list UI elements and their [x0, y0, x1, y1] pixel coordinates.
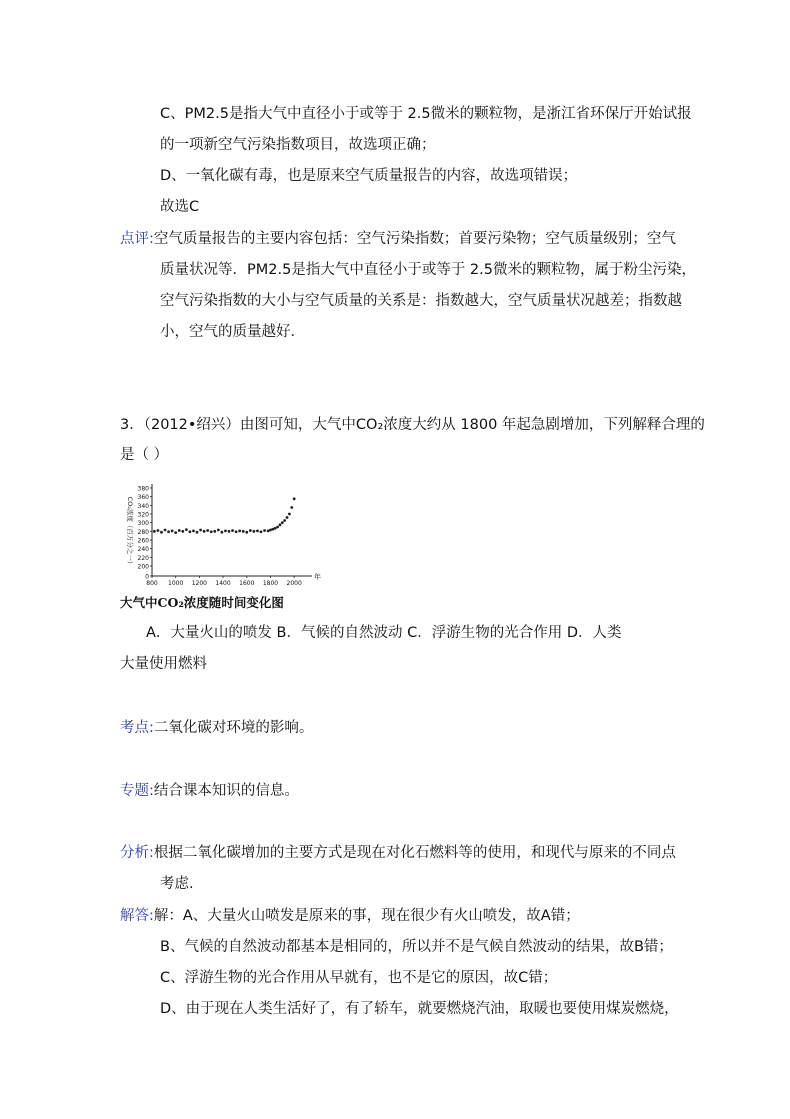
data-point: [290, 506, 293, 509]
y-tick-label: 300: [137, 520, 149, 528]
kaodian-text: 二氧化碳对环境的影响。: [153, 720, 314, 736]
zhuanti-text: 结合课本知识的信息。: [153, 783, 299, 799]
y-tick-label: 220: [137, 554, 149, 562]
data-point: [203, 530, 206, 533]
options-line2: 大量使用燃料: [120, 656, 207, 672]
x-tick-label: 1000: [168, 580, 184, 587]
x-axis-label: 年: [314, 573, 321, 581]
data-point: [167, 530, 170, 533]
y-tick-label: 340: [137, 502, 149, 510]
jieda-line2: B、气候的自然波动都基本是相同的，所以并不是气候自然波动的结果，故B错；: [160, 939, 673, 955]
data-point: [235, 530, 238, 533]
data-point: [260, 530, 263, 533]
data-point: [217, 529, 220, 532]
zhuanti-row: [120, 781, 299, 801]
data-point: [231, 529, 234, 532]
fenxi-label: 分析: [120, 845, 149, 861]
data-point: [228, 530, 231, 533]
analysis-option-c-line2: 的一项新空气污染指数项目，故选项正确；: [160, 137, 436, 153]
question-stem-line1: 3．（2012•绍兴）由图可知，大气中CO₂浓度大约从 1800 年起急剧增加，下列解释合理的: [120, 417, 705, 433]
jieda-line1: 解：A、大量火山喷发是原来的事，现在很少有火山喷发，故A错；: [153, 908, 580, 924]
chart-title: 大气中CO₂浓度随时间变化图: [120, 595, 284, 610]
data-point: [171, 530, 174, 533]
data-point: [224, 530, 227, 533]
y-tick-label: 0: [145, 573, 149, 581]
analysis-option-c-line1: C、PM2.5是指大气中直径小于或等于 2.5微米的颗粒物，是浙江省环保厅开始试报: [160, 106, 692, 122]
x-tick-label: 1200: [191, 580, 208, 587]
comment-line1: 空气质量报告的主要内容包括：空气污染指数；首要污染物；空气质量级别；空气: [153, 231, 676, 247]
jieda-label: 解答: [120, 908, 149, 924]
data-point: [160, 531, 163, 534]
data-point: [174, 531, 177, 534]
data-point: [279, 523, 282, 526]
data-point: [238, 530, 241, 533]
question-stem-line2: 是（ ）: [120, 447, 169, 463]
data-point: [199, 529, 202, 532]
data-point: [288, 513, 291, 516]
y-tick-label: 200: [137, 563, 149, 571]
x-tick-label: 1600: [239, 580, 255, 587]
y-axis-label: CO₂浓度（百万分之一）: [126, 496, 134, 568]
data-point: [249, 529, 252, 532]
co2-chart-svg: [118, 478, 321, 593]
data-point: [274, 527, 277, 530]
label-colon: :: [149, 720, 154, 736]
data-point: [252, 530, 255, 533]
comment-label: 点评: [120, 231, 149, 247]
data-point: [189, 530, 192, 533]
y-tick-label: 320: [137, 511, 149, 519]
fenxi-row: [120, 843, 676, 863]
comment-line3: 空气污染指数的大小与空气质量的关系是：指数越大，空气质量状况越差；指数越: [160, 293, 682, 309]
kaodian-row: [120, 718, 313, 738]
fenxi-line2: 考虑.: [160, 876, 194, 892]
x-tick-label: 2000: [286, 580, 302, 587]
data-point: [220, 531, 223, 534]
options-line1: A．大量火山的喷发 B．气候的自然波动 C．浮游生物的光合作用 D．人类: [146, 625, 622, 641]
data-point: [245, 531, 248, 534]
label-colon: :: [149, 908, 154, 924]
analysis-option-d: D、一氧化碳有毒，也是原来空气质量报告的内容，故选项错误；: [160, 168, 578, 184]
data-point: [196, 531, 199, 534]
data-point: [210, 530, 213, 533]
data-point: [263, 529, 266, 532]
y-tick-label: 240: [137, 546, 149, 554]
jieda-line3: C、浮游生物的光合作用从早就有，也不是它的原因，故C错；: [160, 970, 558, 986]
x-tick-label: 1800: [262, 580, 279, 587]
x-tick-label: 800: [146, 580, 158, 587]
data-point: [157, 529, 160, 532]
data-point: [153, 530, 156, 533]
data-point: [256, 530, 259, 533]
data-point: [178, 529, 181, 532]
data-point: [181, 530, 184, 533]
label-colon: :: [149, 231, 154, 247]
label-colon: :: [149, 845, 154, 861]
data-point: [242, 530, 245, 533]
y-tick-label: 380: [137, 485, 149, 493]
kaodian-label: 考点: [120, 720, 149, 736]
data-point: [283, 519, 286, 522]
data-point: [281, 521, 284, 524]
comment-line4: 小，空气的质量越好．: [160, 324, 305, 340]
data-point: [192, 530, 195, 533]
data-point: [164, 529, 167, 532]
jieda-line4: D、由于现在人类生活好了，有了轿车，就要燃烧汽油，取暖也要使用煤炭燃烧，: [160, 1001, 679, 1017]
comment-line2: 质量状况等．PM2.5是指大气中直径小于或等于 2.5微米的颗粒物，属于粉尘污染，: [160, 262, 696, 278]
data-point: [213, 530, 216, 533]
y-tick-label: 280: [137, 528, 149, 536]
y-tick-label: 260: [137, 537, 149, 545]
data-point: [206, 529, 209, 532]
data-point: [286, 516, 289, 519]
answer-choice: 故选C: [160, 199, 200, 215]
comment-row: [120, 229, 676, 249]
x-tick-label: 1400: [215, 580, 231, 587]
co2-chart: [118, 478, 321, 608]
data-point: [276, 526, 279, 529]
y-tick-label: 360: [137, 494, 149, 502]
zhuanti-label: 专题: [120, 783, 149, 799]
label-colon: :: [149, 783, 154, 799]
data-point: [185, 528, 188, 531]
fenxi-line1: 根据二氧化碳增加的主要方式是现在对化石燃料等的使用，和现代与原来的不同点: [153, 845, 676, 861]
jieda-row: [120, 906, 580, 926]
data-point: [293, 497, 296, 500]
